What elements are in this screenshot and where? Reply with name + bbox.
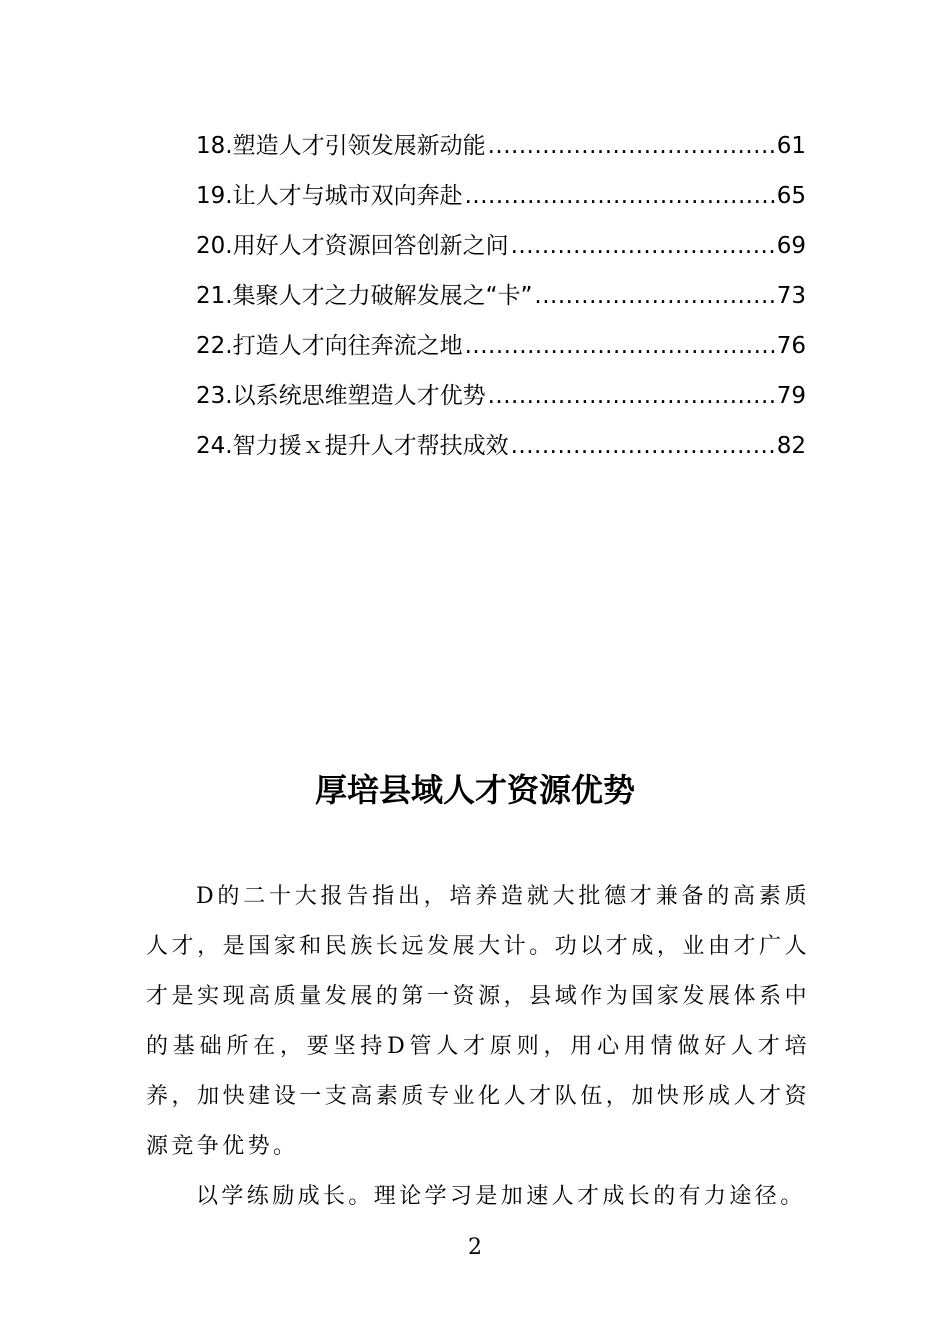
toc-leader-dots <box>511 226 775 266</box>
toc-entry-title: 18.塑造人才引领发展新动能 <box>196 133 486 159</box>
toc-leader-dots <box>511 426 775 466</box>
toc-entry-23[interactable] <box>196 376 806 426</box>
toc-entry-page: 76 <box>776 333 806 359</box>
table-of-contents <box>196 126 806 476</box>
toc-entry-page: 82 <box>776 433 806 459</box>
toc-entry-title: 24.智力援ｘ提升人才帮扶成效 <box>196 433 509 459</box>
toc-leader-dots <box>488 376 775 416</box>
toc-leader-dots <box>488 126 775 166</box>
toc-leader-dots <box>465 176 775 216</box>
article-title: 厚培县域人才资源优势 <box>314 771 635 809</box>
body-paragraph: 以学练励成长。理论学习是加速人才成长的有力途径。 <box>196 1184 806 1209</box>
toc-entry-title: 23.以系统思维塑造人才优势 <box>196 383 486 409</box>
toc-entry-page: 73 <box>776 283 806 309</box>
toc-entry-title: 21.集聚人才之力破解发展之“卡” <box>196 283 533 309</box>
toc-entry-title: 19.让人才与城市双向奔赴 <box>196 183 463 209</box>
body-paragraph: D的二十大报告指出，培养造就大批德才兼备的高素质人才，是国家和民族长远发展大计。功以才成，业由才广人才是实现高质量发展的第一资源，县域作为国家发展体系中的基础所在，要坚持D管人才原则，用心用情做好人才培养，加快建设一支高素质专业化人才队伍，加快形成人才资源竞争优势。 <box>146 884 810 1159</box>
toc-leader-dots <box>465 326 775 366</box>
toc-entry-24[interactable] <box>196 426 806 476</box>
toc-entry-21[interactable] <box>196 276 806 326</box>
toc-entry-page: 65 <box>776 183 806 209</box>
toc-entry-page: 69 <box>776 233 806 259</box>
article-body <box>146 872 810 1222</box>
toc-entry-18[interactable] <box>196 126 806 176</box>
toc-entry-page: 79 <box>776 383 806 409</box>
toc-entry-20[interactable] <box>196 226 806 276</box>
toc-entry-page: 61 <box>776 133 806 159</box>
toc-entry-22[interactable] <box>196 326 806 376</box>
toc-leader-dots <box>534 276 774 316</box>
toc-entry-title: 22.打造人才向往奔流之地 <box>196 333 463 359</box>
toc-entry-19[interactable] <box>196 176 806 226</box>
toc-entry-title: 20.用好人才资源回答创新之问 <box>196 233 509 259</box>
page-number: 2 <box>468 1235 482 1260</box>
